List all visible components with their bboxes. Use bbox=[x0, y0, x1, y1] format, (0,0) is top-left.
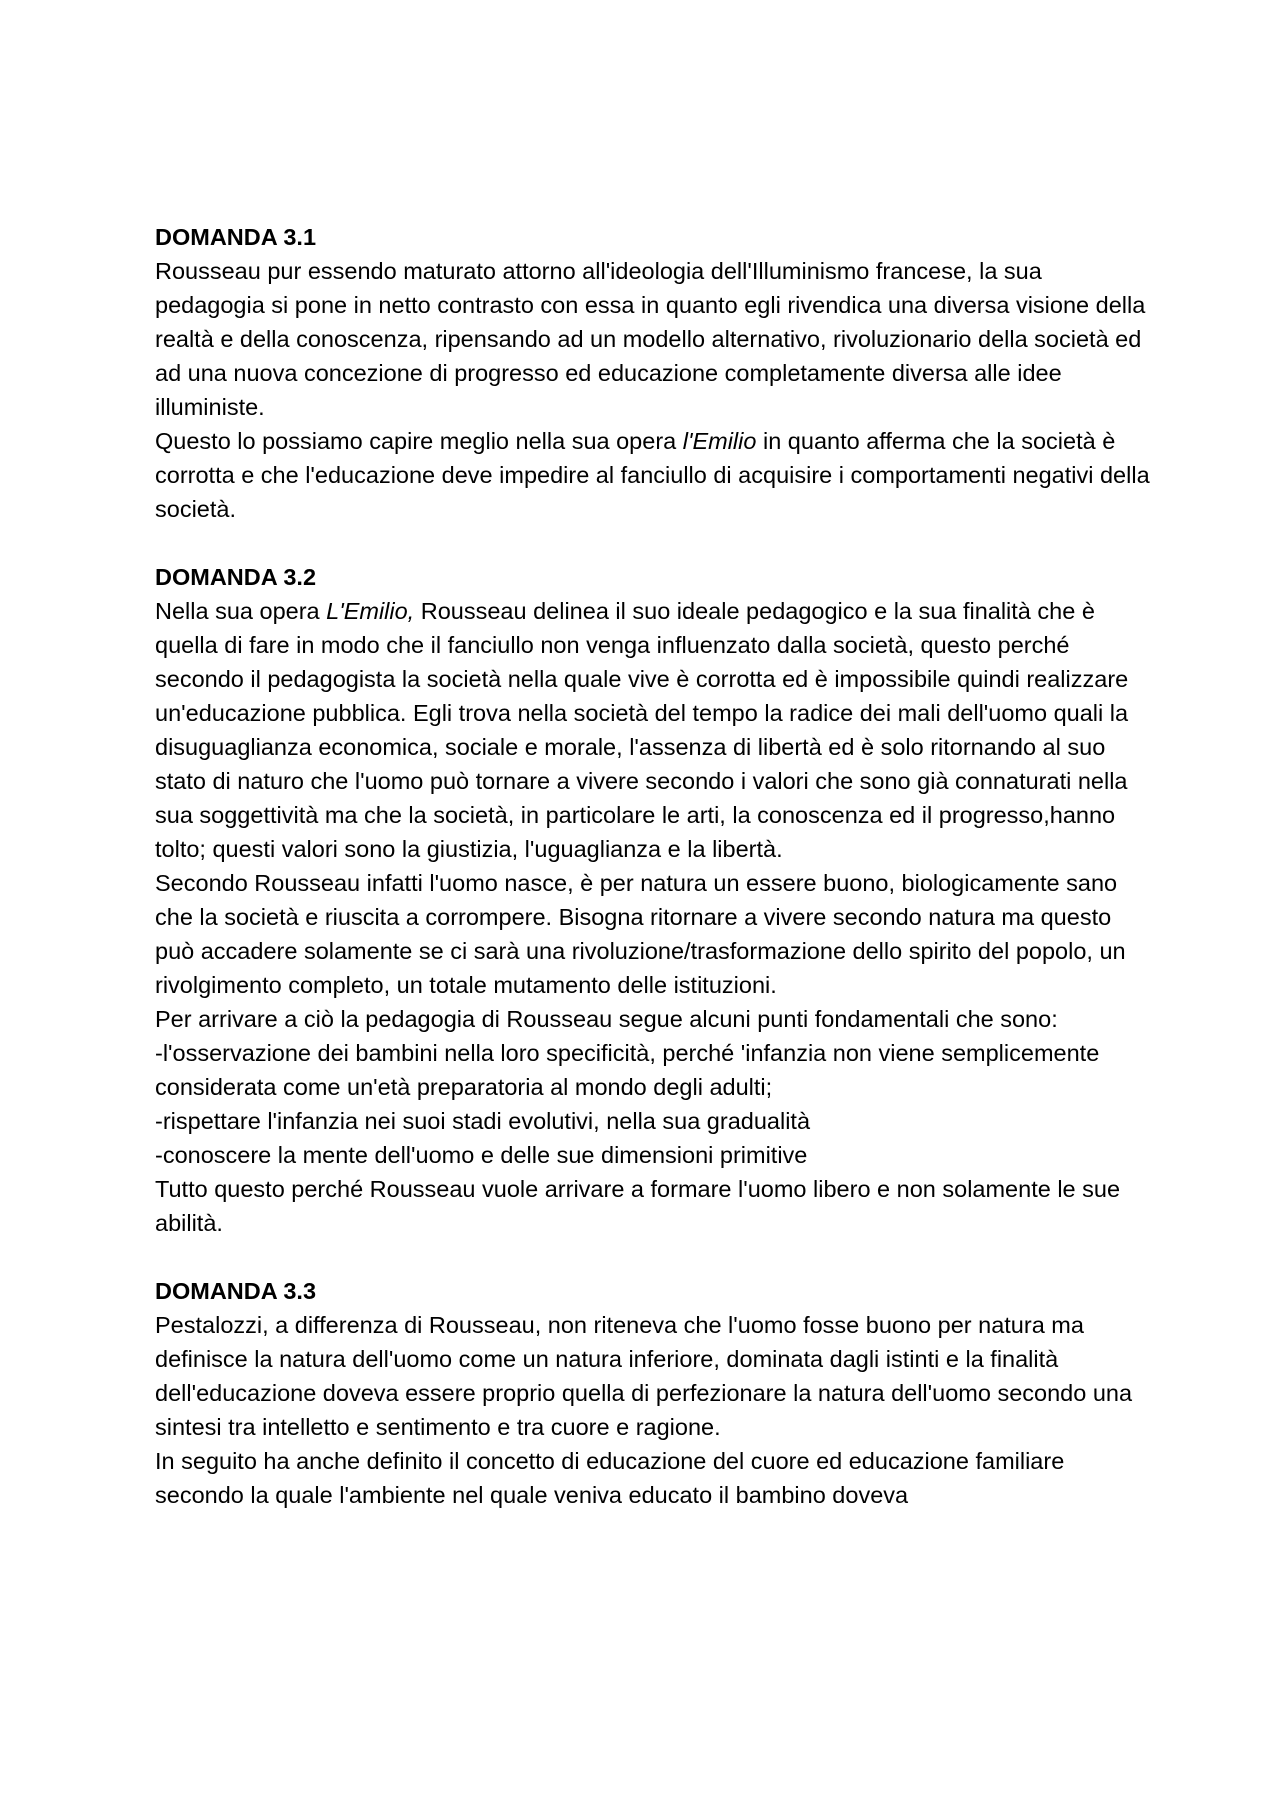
section-heading: DOMANDA 3.1 bbox=[155, 224, 317, 250]
list-item: -rispettare l'infanzia nei suoi stadi evolutivi, nella sua gradualità bbox=[155, 1108, 811, 1134]
section-domanda-3-2 bbox=[155, 560, 1155, 1240]
section-domanda-3-1 bbox=[155, 220, 1155, 526]
paragraph: Tutto questo perché Rousseau vuole arrivare a formare l'uomo libero e non solamente le sue abilità. bbox=[155, 1176, 1121, 1236]
paragraph: Nella sua opera L'Emilio, Rousseau delinea il suo ideale pedagogico e la sua finalità che è quella di fare in modo che il fanciullo non venga influenzato dalla società, questo perché secondo il pedagogista la società nella quale vive è corrotta ed è impossibile quindi realizzare un'educazione pubblica. Egli trova nella società del tempo la radice dei mali dell'uomo quali la disuguaglianza economica, sociale e morale, l'assenza di libertà ed è solo ritornando al suo stato di naturo che l'uomo può tornare a vivere secondo i valori che sono già connaturati nella sua soggettività ma che la società, in particolare le arti, la conoscenza ed il progresso,hanno tolto; questi valori sono la giustizia, l'uguaglianza e la libertà. bbox=[155, 598, 1129, 862]
paragraph: Rousseau pur essendo maturato attorno all'ideologia dell'Illuminismo francese, la sua pedagogia si pone in netto contrasto con essa in quanto egli rivendica una diversa visione della realtà e della conoscenza, ripensando ad un modello alternativo, rivoluzionario della società ed ad una nuova concezione di progresso ed educazione completamente diversa alle idee illuministe. bbox=[155, 258, 1146, 420]
section-heading: DOMANDA 3.3 bbox=[155, 1278, 317, 1304]
paragraph: In seguito ha anche definito il concetto di educazione del cuore ed educazione familiare secondo la quale l'ambiente nel quale veniva educato il bambino doveva bbox=[155, 1448, 1065, 1508]
paragraph: Per arrivare a ciò la pedagogia di Rousseau segue alcuni punti fondamentali che sono: bbox=[155, 1006, 1058, 1032]
document-body bbox=[155, 220, 1155, 1546]
list-item: -conoscere la mente dell'uomo e delle sue dimensioni primitive bbox=[155, 1142, 808, 1168]
book-title: l'Emilio bbox=[682, 428, 757, 454]
section-heading: DOMANDA 3.2 bbox=[155, 564, 317, 590]
book-title: L'Emilio, bbox=[326, 598, 415, 624]
list-item: -l'osservazione dei bambini nella loro specificità, perché 'infanzia non viene semplicemente considerata come un'età preparatoria al mondo degli adulti; bbox=[155, 1040, 1100, 1100]
paragraph: Pestalozzi, a differenza di Rousseau, non riteneva che l'uomo fosse buono per natura ma definisce la natura dell'uomo come un natura inferiore, dominata dagli istinti e la finalità dell'educazione doveva essere proprio quella di perfezionare la natura dell'uomo secondo una sintesi tra intelletto e sentimento e tra cuore e ragione. bbox=[155, 1312, 1133, 1440]
paragraph: Secondo Rousseau infatti l'uomo nasce, è per natura un essere buono, biologicamente sano che la società e riuscita a corrompere. Bisogna ritornare a vivere secondo natura ma questo può accadere solamente se ci sarà una rivoluzione/trasformazione dello spirito del popolo, un rivolgimento completo, un totale mutamento delle istituzioni. bbox=[155, 870, 1126, 998]
section-domanda-3-3 bbox=[155, 1274, 1155, 1512]
paragraph: Questo lo possiamo capire meglio nella sua opera l'Emilio in quanto afferma che la società è corrotta e che l'educazione deve impedire al fanciullo di acquisire i comportamenti negativi della società. bbox=[155, 428, 1150, 522]
